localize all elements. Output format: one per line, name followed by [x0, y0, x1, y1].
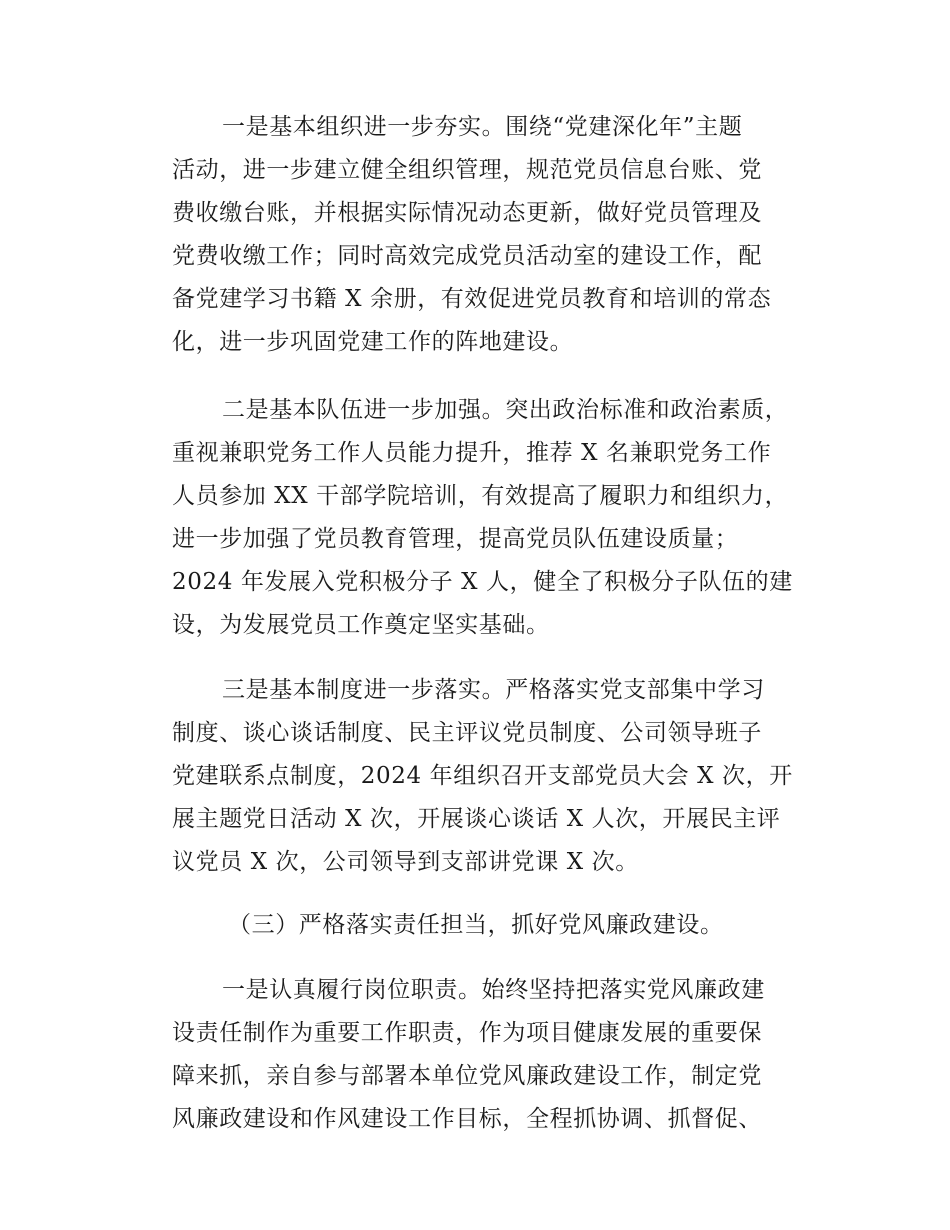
- paragraph-line: 议党员 X 次，公司领导到支部讲党课 X 次。: [172, 849, 639, 875]
- paragraph-basic-organization: [172, 106, 812, 364]
- paragraph-line: 重视兼职党务工作人员能力提升，推荐 X 名兼职党务工作: [172, 440, 772, 466]
- paragraph-line: 备党建学习书籍 X 余册，有效促进党员教育和培训的常态: [172, 286, 772, 312]
- document-body: [172, 106, 812, 1141]
- paragraph-line: 费收缴台账，并根据实际情况动态更新，做好党员管理及: [172, 200, 762, 226]
- paragraph-line: 人员参加 XX 干部学院培训，有效提高了履职力和组织力，: [172, 483, 789, 509]
- paragraph-gap: [172, 884, 812, 904]
- paragraph-gap: [172, 647, 812, 669]
- paragraph-line: 党建联系点制度，2024 年组织召开支部党员大会 X 次，开: [172, 763, 793, 789]
- paragraph-line: 进一步加强了党员教育管理，提高党员队伍建设质量；: [172, 526, 739, 552]
- section-heading: [172, 904, 812, 947]
- paragraph-gap: [172, 364, 812, 389]
- paragraph-job-duties: [172, 969, 812, 1141]
- paragraph-line: 展主题党日活动 X 次，开展谈心谈话 X 人次，开展民主评: [172, 806, 781, 832]
- paragraph-line: 化，进一步巩固党建工作的阵地建设。: [172, 329, 574, 355]
- paragraph-line: 二是基本队伍进一步加强。突出政治标准和政治素质，: [222, 397, 789, 423]
- paragraph-line: 党费收缴工作；同时高效完成党员活动室的建设工作，配: [172, 243, 762, 269]
- paragraph-line: 三是基本制度进一步落实。严格落实党支部集中学习: [222, 677, 765, 703]
- paragraph-line: 风廉政建设和作风建设工作目标，全程抓协调、抓督促、: [172, 1106, 762, 1132]
- paragraph-basic-team: [172, 389, 812, 647]
- paragraph-line: 2024 年发展入党积极分子 X 人，健全了积极分子队伍的建: [172, 569, 793, 595]
- paragraph-line: 制度、谈心谈话制度、民主评议党员制度、公司领导班子: [172, 720, 762, 746]
- paragraph-line: 设责任制作为重要工作职责，作为项目健康发展的重要保: [172, 1020, 762, 1046]
- paragraph-line: 活动，进一步建立健全组织管理，规范党员信息台账、党: [172, 157, 762, 183]
- section-heading-text: （三）严格落实责任担当，抓好党风廉政建设。: [228, 912, 724, 938]
- paragraph-line: 障来抓，亲自参与部署本单位党风廉政建设工作，制定党: [172, 1063, 762, 1089]
- paragraph-basic-system: [172, 669, 812, 884]
- paragraph-gap: [172, 947, 812, 969]
- paragraph-line: 设，为发展党员工作奠定坚实基础。: [172, 612, 550, 638]
- paragraph-line: 一是基本组织进一步夯实。围绕“党建深化年”主题: [222, 114, 743, 140]
- paragraph-line: 一是认真履行岗位职责。始终坚持把落实党风廉政建: [222, 977, 765, 1003]
